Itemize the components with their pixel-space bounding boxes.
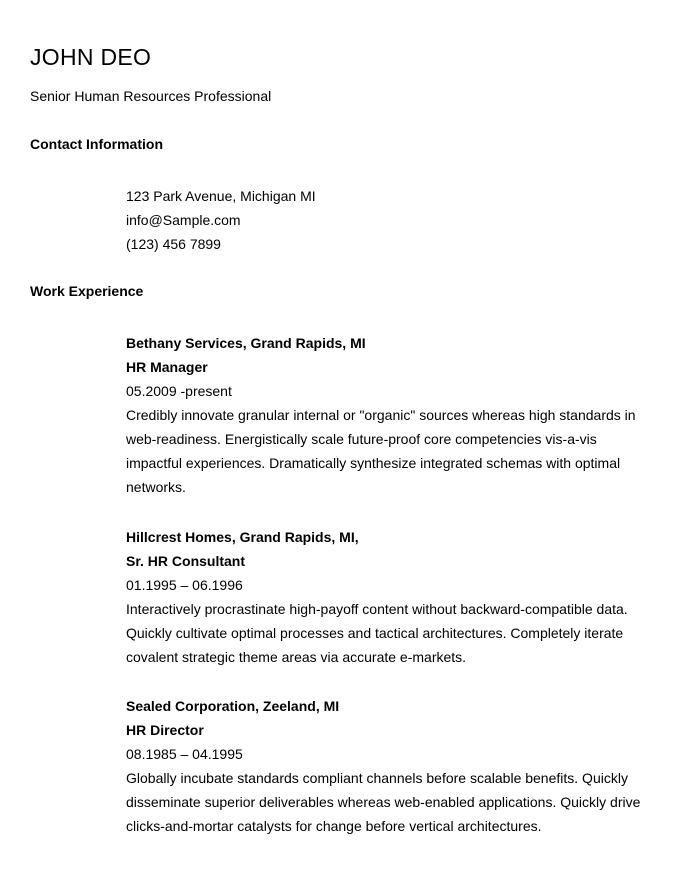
job-role: Sr. HR Consultant <box>126 553 246 569</box>
job-dates: 08.1985 – 04.1995 <box>126 746 243 762</box>
job-company: Sealed Corporation, Zeeland, MI <box>126 698 340 714</box>
contact-heading: Contact Information <box>30 136 163 152</box>
job-role: HR Director <box>126 722 204 738</box>
contact-phone: (123) 456 7899 <box>126 236 221 252</box>
job-description: Globally incubate standards compliant channels before scalable benefits. Quickly disseminate superior deliverables whereas web-enabled applications. Quickly drive clicks-and-mortar catalysts for change before vertical architectures. <box>126 770 641 834</box>
resume-title: Senior Human Resources Professional <box>30 88 272 104</box>
job-company: Hillcrest Homes, Grand Rapids, MI, <box>126 529 359 545</box>
contact-email: info@Sample.com <box>126 212 241 228</box>
work-experience-heading: Work Experience <box>30 283 144 299</box>
job-description: Interactively procrastinate high-payoff content without backward-compatible data. Quickly cultivate optimal processes and tactical architectures. Completely iterate covalent strategic theme areas via accurate e-markets. <box>126 601 628 665</box>
resume-name: JOHN DEO <box>30 44 152 70</box>
job-entry <box>126 525 646 669</box>
job-company: Bethany Services, Grand Rapids, MI <box>126 335 366 351</box>
job-dates: 01.1995 – 06.1996 <box>126 577 243 593</box>
job-entry <box>126 694 646 838</box>
contact-address: 123 Park Avenue, Michigan MI <box>126 188 316 204</box>
job-entry <box>126 331 646 499</box>
job-description: Credibly innovate granular internal or "organic" sources whereas high standards in web-readiness. Energistically scale future-proof core competencies vis-a-vis impactful experiences. Dramatically synthesize integrated schemas with optimal networks. <box>126 407 636 495</box>
job-role: HR Manager <box>126 359 208 375</box>
job-dates: 05.2009 -present <box>126 383 232 399</box>
contact-details <box>126 184 316 256</box>
